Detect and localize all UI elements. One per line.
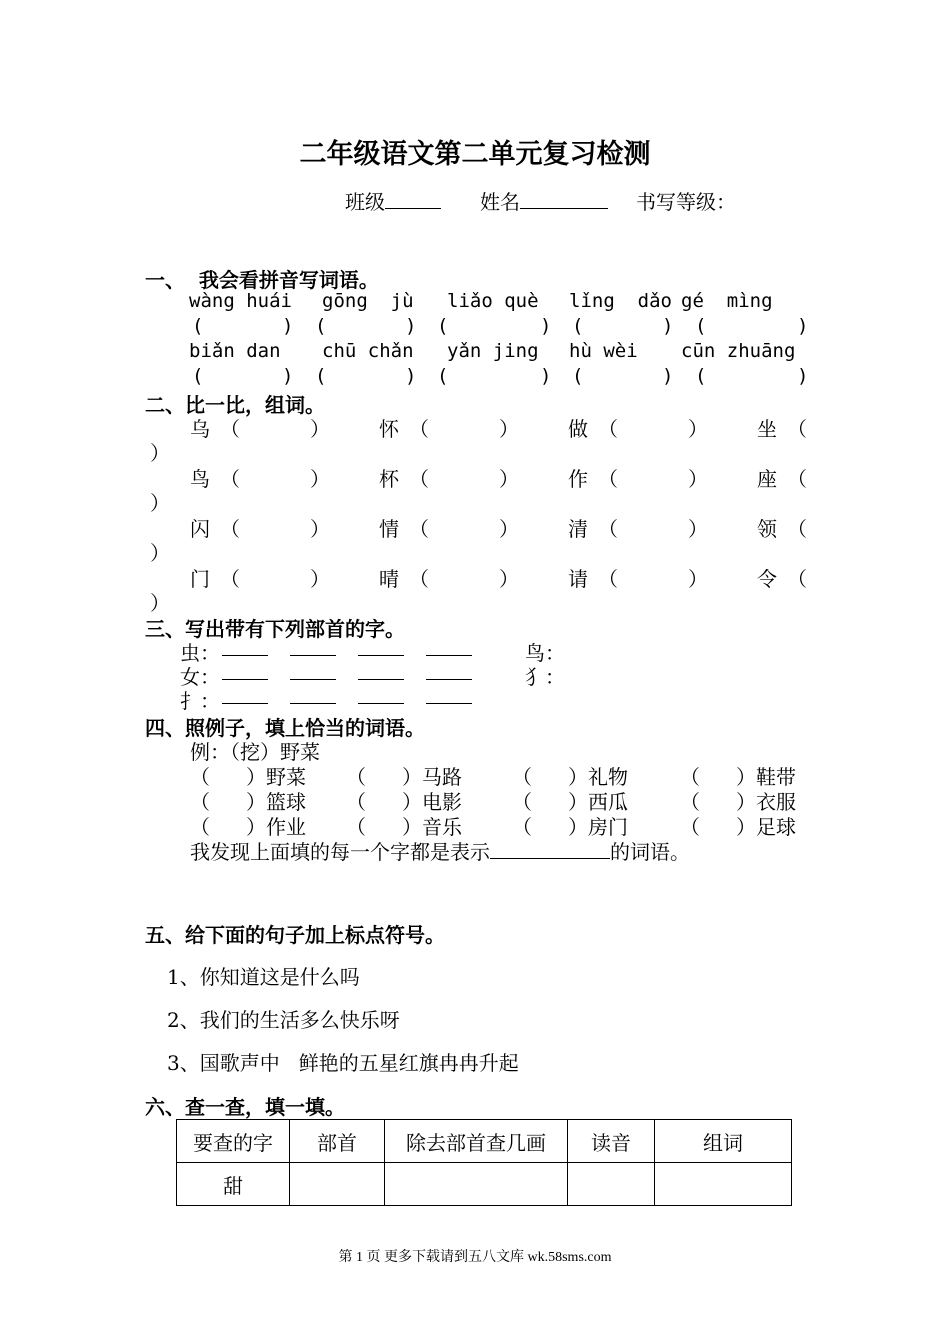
fill-word: 野菜 xyxy=(266,765,306,789)
header-strokes: 除去部首查几画 xyxy=(385,1120,568,1163)
page-title: 二年级语文第二单元复习检测 xyxy=(299,139,651,170)
cell-pronunciation[interactable] xyxy=(568,1163,655,1206)
word-slot[interactable] xyxy=(431,463,501,487)
answer-slot[interactable] xyxy=(586,365,660,387)
word-slot[interactable] xyxy=(242,463,312,487)
open-paren: （ xyxy=(190,815,210,839)
radical-blank[interactable] xyxy=(290,641,336,656)
compare-char: 情 xyxy=(379,517,399,541)
open-paren: （ xyxy=(680,815,700,839)
answer-open-paren: ( xyxy=(695,315,707,337)
word-slot[interactable] xyxy=(242,413,312,437)
open-paren: （ xyxy=(409,517,429,541)
cell-char: 甜 xyxy=(177,1163,290,1206)
answer-open-paren: ( xyxy=(192,365,204,387)
close-paren: ） xyxy=(310,467,330,491)
close-paren: ） xyxy=(688,517,708,541)
section1-title: 一、 我会看拼音写词语。 xyxy=(145,268,379,292)
word-slot[interactable] xyxy=(620,563,690,587)
open-paren: （ xyxy=(409,417,429,441)
close-paren: ） xyxy=(310,517,330,541)
fill-word: 足球 xyxy=(756,815,796,839)
compare-char: 乌 xyxy=(190,417,210,441)
close-paren: ） xyxy=(499,567,519,591)
close-paren: ） xyxy=(499,517,519,541)
close-paren: ） xyxy=(736,815,756,839)
compare-char: 做 xyxy=(568,417,588,441)
answer-close-paren: ) xyxy=(405,315,417,337)
answer-open-paren: ( xyxy=(437,315,449,337)
class-blank[interactable] xyxy=(385,190,441,209)
wrapped-close-paren: ） xyxy=(150,441,170,465)
answer-close-paren: ) xyxy=(797,315,809,337)
close-paren: ） xyxy=(736,790,756,814)
pinyin-item: gé mìng xyxy=(681,290,773,312)
answer-open-paren: ( xyxy=(572,365,584,387)
fill-word: 篮球 xyxy=(266,790,306,814)
answer-open-paren: ( xyxy=(315,365,327,387)
open-paren: （ xyxy=(598,567,618,591)
radical-label: 虫： xyxy=(180,641,220,665)
answer-close-paren: ) xyxy=(540,365,552,387)
answer-slot[interactable] xyxy=(206,365,280,387)
pinyin-item: yǎn jing xyxy=(447,340,539,362)
answer-close-paren: ) xyxy=(282,365,294,387)
answer-open-paren: ( xyxy=(437,365,449,387)
conclusion-blank[interactable] xyxy=(490,840,610,859)
wrapped-close-paren: ） xyxy=(150,491,170,515)
fill-word: 鞋带 xyxy=(756,765,796,789)
fill-word: 房门 xyxy=(588,815,628,839)
compare-char: 怀 xyxy=(379,417,399,441)
open-paren: （ xyxy=(680,790,700,814)
answer-open-paren: ( xyxy=(192,315,204,337)
word-slot[interactable] xyxy=(431,413,501,437)
fill-word: 作业 xyxy=(266,815,306,839)
name-field xyxy=(480,186,608,215)
word-slot[interactable] xyxy=(242,563,312,587)
conclusion-text-a: 我发现上面填的每一个字都是表示 xyxy=(190,840,490,864)
header-radical: 部首 xyxy=(290,1120,385,1163)
answer-open-paren: ( xyxy=(315,315,327,337)
open-paren: （ xyxy=(512,790,532,814)
page-footer: 第 1 页 更多下载请到五八文库 wk.58sms.com xyxy=(338,1250,612,1265)
open-paren: （ xyxy=(220,417,240,441)
close-paren: ） xyxy=(568,790,588,814)
fill-word: 衣服 xyxy=(756,790,796,814)
compare-char: 清 xyxy=(568,517,588,541)
grade-label: 书写等级： xyxy=(636,190,736,214)
pinyin-item: lǐng dǎo xyxy=(569,290,672,312)
close-paren: ） xyxy=(568,765,588,789)
radical-blank[interactable] xyxy=(358,665,404,680)
section5-title: 五、给下面的句子加上标点符号。 xyxy=(145,923,445,947)
open-paren: （ xyxy=(512,815,532,839)
open-paren: （ xyxy=(190,790,210,814)
open-paren: （ xyxy=(787,517,807,541)
compare-char: 门 xyxy=(190,567,210,591)
word-slot[interactable] xyxy=(431,513,501,537)
cell-words[interactable] xyxy=(655,1163,792,1206)
open-paren: （ xyxy=(409,567,429,591)
cell-strokes[interactable] xyxy=(385,1163,568,1206)
section3-title: 三、写出带有下列部首的字。 xyxy=(145,617,405,641)
wrapped-close-paren: ） xyxy=(150,541,170,565)
pinyin-item: wàng huái xyxy=(189,290,292,312)
section4-title: 四、照例子，填上恰当的词语。 xyxy=(145,716,425,740)
word-slot[interactable] xyxy=(431,563,501,587)
open-paren: （ xyxy=(190,765,210,789)
radical-blank[interactable] xyxy=(222,665,268,680)
open-paren: （ xyxy=(598,517,618,541)
cell-radical[interactable] xyxy=(290,1163,385,1206)
radical-blank[interactable] xyxy=(222,689,268,704)
answer-close-paren: ) xyxy=(282,315,294,337)
compare-char: 请 xyxy=(568,567,588,591)
class-label: 班级 xyxy=(345,190,385,214)
pinyin-item: biǎn dan xyxy=(189,340,281,362)
compare-char: 领 xyxy=(757,517,777,541)
fill-word: 音乐 xyxy=(422,815,462,839)
fill-word: 电影 xyxy=(422,790,462,814)
open-paren: （ xyxy=(220,467,240,491)
close-paren: ） xyxy=(499,467,519,491)
open-paren: （ xyxy=(409,467,429,491)
close-paren: ） xyxy=(688,567,708,591)
open-paren: （ xyxy=(680,765,700,789)
close-paren: ） xyxy=(402,815,422,839)
close-paren: ） xyxy=(736,765,756,789)
answer-close-paren: ) xyxy=(405,365,417,387)
pinyin-item: gōng jù xyxy=(322,290,414,312)
answer-slot[interactable] xyxy=(451,315,538,337)
open-paren: （ xyxy=(346,790,366,814)
open-paren: （ xyxy=(220,567,240,591)
close-paren: ） xyxy=(310,417,330,441)
open-paren: （ xyxy=(787,567,807,591)
section2-title: 二、比一比，组词。 xyxy=(145,393,325,417)
header-char: 要查的字 xyxy=(177,1120,290,1163)
compare-char: 闪 xyxy=(190,517,210,541)
open-paren: （ xyxy=(346,765,366,789)
header-words: 组词 xyxy=(655,1120,792,1163)
compare-char: 晴 xyxy=(379,567,399,591)
pinyin-item: liǎo què xyxy=(447,290,539,312)
radical-label: 扌： xyxy=(180,689,220,713)
open-paren: （ xyxy=(220,517,240,541)
word-slot[interactable] xyxy=(620,513,690,537)
answer-slot[interactable] xyxy=(206,315,280,337)
close-paren: ） xyxy=(246,815,266,839)
radical-blank[interactable] xyxy=(290,665,336,680)
radical-label: 女： xyxy=(180,665,220,689)
fill-item xyxy=(680,811,796,840)
class-field xyxy=(345,186,441,215)
answer-close-paren: ) xyxy=(797,365,809,387)
sentence-3: 3、国歌声中 鲜艳的五星红旗冉冉升起 xyxy=(167,1051,519,1075)
example-text: 例：（挖）野菜 xyxy=(190,740,320,764)
radical-blank[interactable] xyxy=(426,665,472,680)
radical-blanks xyxy=(222,689,494,708)
answer-slot[interactable] xyxy=(329,365,403,387)
pinyin-item: cūn zhuāng xyxy=(681,340,796,362)
close-paren: ） xyxy=(246,765,266,789)
open-paren: （ xyxy=(598,467,618,491)
close-paren: ） xyxy=(499,417,519,441)
compare-char: 座 xyxy=(757,467,777,491)
table-header-row xyxy=(177,1120,792,1163)
lookup-table xyxy=(176,1119,792,1206)
fill-word: 西瓜 xyxy=(588,790,628,814)
word-slot[interactable] xyxy=(242,513,312,537)
radical-blanks xyxy=(222,665,494,684)
answer-slot[interactable] xyxy=(586,315,660,337)
open-paren: （ xyxy=(598,417,618,441)
radical-blanks xyxy=(222,641,494,660)
word-slot[interactable] xyxy=(620,463,690,487)
open-paren: （ xyxy=(346,815,366,839)
answer-slot[interactable] xyxy=(329,315,403,337)
answer-open-paren: ( xyxy=(572,315,584,337)
answer-open-paren: ( xyxy=(695,365,707,387)
open-paren: （ xyxy=(787,417,807,441)
answer-close-paren: ) xyxy=(540,315,552,337)
compare-char: 令 xyxy=(757,567,777,591)
answer-slot[interactable] xyxy=(709,315,795,337)
close-paren: ） xyxy=(310,567,330,591)
open-paren: （ xyxy=(512,765,532,789)
section6-title: 六、查一查，填一填。 xyxy=(145,1095,345,1119)
radical-blank[interactable] xyxy=(426,641,472,656)
radical-label-right: 犭： xyxy=(525,665,565,689)
open-paren: （ xyxy=(787,467,807,491)
fill-word: 礼物 xyxy=(588,765,628,789)
answer-close-paren: ) xyxy=(662,315,674,337)
compare-char: 坐 xyxy=(757,417,777,441)
radical-blank[interactable] xyxy=(222,641,268,656)
fill-word: 马路 xyxy=(422,765,462,789)
conclusion-line xyxy=(190,836,690,865)
radical-blank[interactable] xyxy=(358,641,404,656)
pinyin-item: hù wèi xyxy=(569,340,638,362)
close-paren: ） xyxy=(246,790,266,814)
radical-label-right: 鸟： xyxy=(525,641,565,665)
compare-char: 鸟 xyxy=(190,467,210,491)
close-paren: ） xyxy=(402,765,422,789)
answer-slot[interactable] xyxy=(451,365,538,387)
answer-slot[interactable] xyxy=(709,365,795,387)
table-row xyxy=(177,1163,792,1206)
close-paren: ） xyxy=(688,417,708,441)
name-label: 姓名 xyxy=(480,190,520,214)
compare-char: 作 xyxy=(568,467,588,491)
close-paren: ） xyxy=(568,815,588,839)
wrapped-close-paren: ） xyxy=(150,591,170,615)
radical-blank[interactable] xyxy=(358,689,404,704)
answer-close-paren: ) xyxy=(662,365,674,387)
radical-blank[interactable] xyxy=(426,689,472,704)
header-pronunciation: 读音 xyxy=(568,1120,655,1163)
conclusion-text-b: 的词语。 xyxy=(610,840,690,864)
pinyin-item: chū chǎn xyxy=(322,340,414,362)
radical-blank[interactable] xyxy=(290,689,336,704)
close-paren: ） xyxy=(402,790,422,814)
sentence-2: 2、我们的生活多么快乐呀 xyxy=(167,1008,400,1032)
close-paren: ） xyxy=(688,467,708,491)
compare-char: 杯 xyxy=(379,467,399,491)
sentence-1: 1、你知道这是什么吗 xyxy=(167,965,360,989)
name-blank[interactable] xyxy=(520,190,608,209)
word-slot[interactable] xyxy=(620,413,690,437)
